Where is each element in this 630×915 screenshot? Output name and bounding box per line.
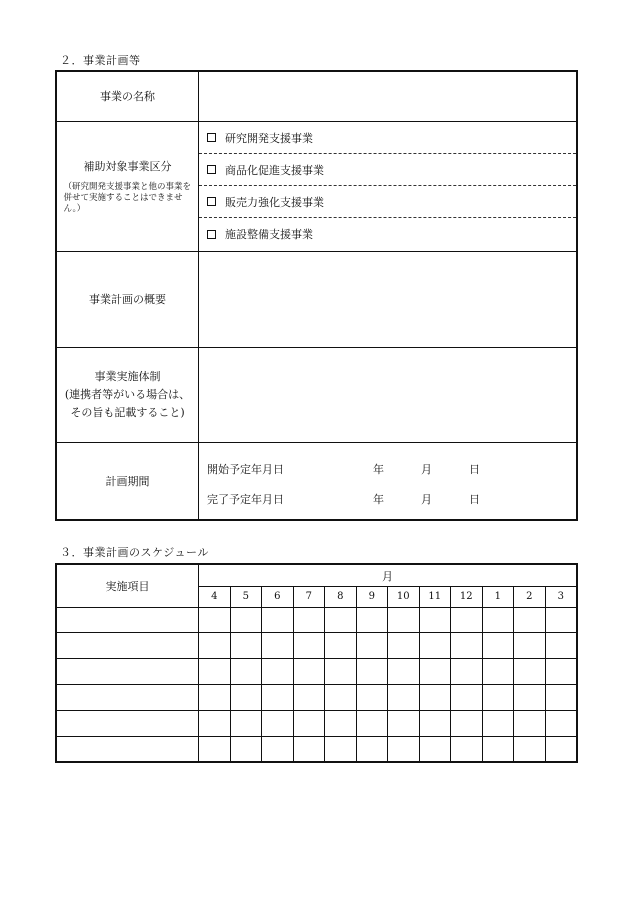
option-facility-development[interactable]: 施設整備支援事業 [199,218,576,250]
schedule-item-cell[interactable] [57,685,199,710]
schedule-month-cell[interactable] [231,685,263,710]
schedule-month-cell[interactable] [357,685,389,710]
row-implementation-system [57,348,576,443]
business-name-field[interactable] [199,72,576,121]
schedule-month-cell[interactable] [451,607,483,632]
schedule-month-cell[interactable] [325,737,357,763]
checkbox-icon[interactable] [207,197,216,206]
schedule-month-cell[interactable] [420,633,452,658]
subsidy-category-note: （研究開発支援事業と他の事業を併せて実施することはできません。） [63,182,192,214]
schedule-month-cell[interactable] [420,659,452,684]
schedule-month-cell[interactable] [199,711,231,736]
row-plan-summary [57,252,576,348]
schedule-month-cell[interactable] [199,685,231,710]
month-label: 2 [514,586,546,607]
schedule-month-cell[interactable] [546,685,577,710]
schedule-month-cell[interactable] [388,711,420,736]
implementation-system-label: 事業実施体制 (連携者等がいる場合は、 その旨も記載すること) [57,348,199,442]
schedule-month-cell[interactable] [294,685,326,710]
schedule-month-cells [199,633,576,658]
schedule-month-cells [199,737,576,763]
month-label: 5 [231,586,263,607]
schedule-month-cell[interactable] [514,737,546,763]
schedule-item-cell[interactable] [57,659,199,684]
schedule-row [57,711,576,737]
schedule-month-cell[interactable] [388,659,420,684]
schedule-month-cell[interactable] [514,659,546,684]
month-label: 12 [451,586,483,607]
checkbox-icon[interactable] [207,133,216,142]
schedule-month-cell[interactable] [357,659,389,684]
schedule-row [57,659,576,685]
subsidy-category-label: 補助対象事業区分 （研究開発支援事業と他の事業を併せて実施することはできません。） [57,122,199,251]
end-date-line[interactable] [207,491,480,507]
schedule-month-cell[interactable] [483,711,515,736]
month-label: 4 [199,586,231,607]
start-day-unit: 日 [469,463,480,476]
start-date-line[interactable] [207,461,480,477]
row-plan-period [57,443,576,521]
schedule-month-cell[interactable] [546,633,577,658]
schedule-month-cell[interactable] [357,607,389,632]
schedule-month-cell[interactable] [514,633,546,658]
start-date-label: 開始予定年月日 [207,463,284,476]
schedule-month-cell[interactable] [420,607,452,632]
schedule-month-cell[interactable] [294,711,326,736]
month-label: 6 [262,586,294,607]
schedule-month-cell[interactable] [262,633,294,658]
schedule-month-cell[interactable] [451,685,483,710]
schedule-month-cell[interactable] [262,607,294,632]
schedule-month-cell[interactable] [231,737,263,763]
schedule-month-cell[interactable] [294,737,326,763]
schedule-month-cell[interactable] [420,737,452,763]
schedule-item-cell[interactable] [57,607,199,632]
schedule-month-cell[interactable] [294,633,326,658]
end-month-unit: 月 [421,493,432,506]
row-business-name [57,72,576,122]
end-day-unit: 日 [469,493,480,506]
schedule-month-cell[interactable] [199,607,231,632]
business-plan-table [55,70,578,521]
schedule-month-cell[interactable] [546,711,577,736]
schedule-month-cell[interactable] [231,633,263,658]
schedule-month-cell[interactable] [420,685,452,710]
schedule-month-cells [199,711,576,736]
business-name-label: 事業の名称 [57,72,199,121]
plan-summary-field[interactable] [199,252,576,347]
option-sales-strengthening[interactable]: 販売力強化支援事業 [199,186,576,218]
schedule-month-cell[interactable] [546,607,577,632]
section2-heading: ２．事業計画等 [60,54,141,67]
schedule-month-cell[interactable] [325,659,357,684]
schedule-row [57,737,576,763]
schedule-month-cell[interactable] [451,711,483,736]
schedule-month-cell[interactable] [546,659,577,684]
schedule-month-cell[interactable] [483,685,515,710]
schedule-month-cell[interactable] [199,633,231,658]
end-year-unit: 年 [373,493,384,506]
schedule-month-cells [199,685,576,710]
schedule-month-cell[interactable] [262,659,294,684]
month-label: 11 [420,586,452,607]
schedule-month-cell[interactable] [262,685,294,710]
schedule-month-cell[interactable] [262,711,294,736]
schedule-month-cell[interactable] [262,737,294,763]
schedule-month-cell[interactable] [451,737,483,763]
schedule-month-cell[interactable] [483,737,515,763]
option-commercialization[interactable]: 商品化促進支援事業 [199,154,576,186]
schedule-month-cells [199,607,576,632]
checkbox-icon[interactable] [207,165,216,174]
schedule-month-cell[interactable] [451,659,483,684]
schedule-month-cell[interactable] [199,659,231,684]
schedule-month-cell[interactable] [514,685,546,710]
schedule-month-cell[interactable] [451,633,483,658]
month-label: 10 [388,586,420,607]
schedule-body [57,607,576,761]
schedule-month-cell[interactable] [388,633,420,658]
schedule-month-cell[interactable] [325,607,357,632]
schedule-row [57,607,576,633]
schedule-row [57,685,576,711]
schedule-month-cell[interactable] [325,633,357,658]
schedule-month-cell[interactable] [388,685,420,710]
start-month-unit: 月 [421,463,432,476]
section3-heading: ３．事業計画のスケジュール [60,546,209,559]
schedule-month-cell[interactable] [357,711,389,736]
schedule-month-cell[interactable] [231,607,263,632]
schedule-month-cell[interactable] [199,737,231,763]
implementation-system-field[interactable] [199,348,576,442]
schedule-month-cell[interactable] [420,711,452,736]
schedule-month-header: 月 [199,565,576,587]
schedule-item-cell[interactable] [57,711,199,736]
schedule-month-cell[interactable] [483,659,515,684]
option-research-development[interactable]: 研究開発支援事業 [199,122,576,154]
month-label: 1 [483,586,515,607]
schedule-month-cell[interactable] [483,633,515,658]
schedule-item-cell[interactable] [57,633,199,658]
schedule-month-cell[interactable] [357,633,389,658]
schedule-month-cell[interactable] [357,737,389,763]
schedule-month-cell[interactable] [294,607,326,632]
schedule-month-cell[interactable] [546,737,577,763]
checkbox-icon[interactable] [207,230,216,239]
schedule-month-cell[interactable] [231,659,263,684]
schedule-month-labels [199,586,576,608]
schedule-month-cell[interactable] [325,685,357,710]
month-label: 8 [325,586,357,607]
plan-period-fields [199,443,576,521]
schedule-row [57,633,576,659]
row-subsidy-category [57,122,576,252]
schedule-item-header: 実施項目 [57,565,199,608]
schedule-month-cell[interactable] [514,711,546,736]
schedule-month-cell[interactable] [388,607,420,632]
subsidy-category-options [199,122,576,251]
schedule-month-cell[interactable] [231,711,263,736]
schedule-item-cell[interactable] [57,737,199,763]
schedule-table [55,563,578,763]
end-date-label: 完了予定年月日 [207,493,284,506]
schedule-month-cell[interactable] [483,607,515,632]
start-year-unit: 年 [373,463,384,476]
schedule-month-cell[interactable] [325,711,357,736]
schedule-month-cell[interactable] [514,607,546,632]
schedule-month-cells [199,659,576,684]
month-label: 7 [294,586,326,607]
plan-summary-label: 事業計画の概要 [57,252,199,347]
schedule-month-cell[interactable] [388,737,420,763]
schedule-month-cell[interactable] [294,659,326,684]
month-label: 3 [557,591,564,602]
plan-period-label: 計画期間 [57,443,199,521]
month-label: 9 [357,586,389,607]
